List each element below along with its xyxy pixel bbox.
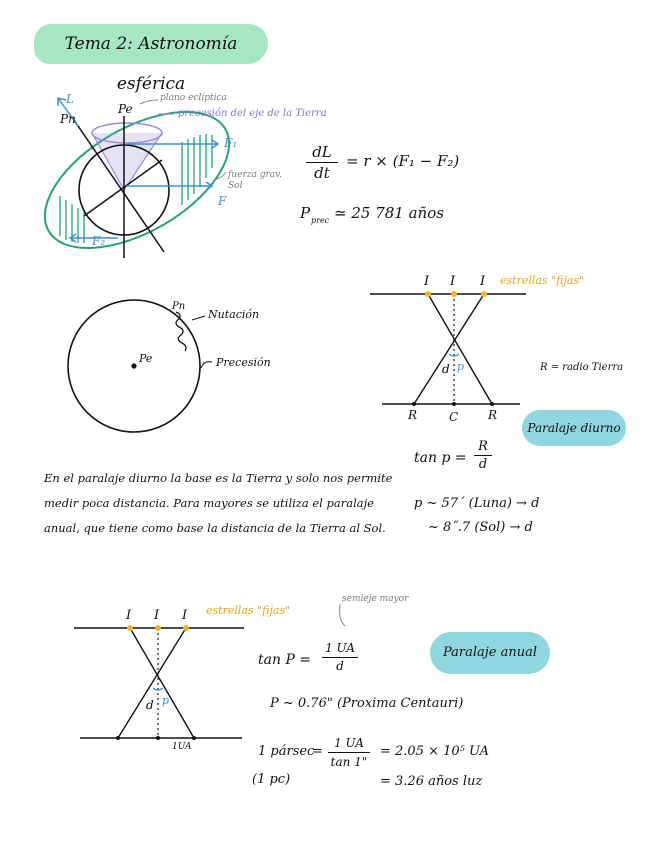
fuerza-note: fuerza grav. Sol bbox=[228, 170, 283, 191]
annual-star-I-2: I bbox=[154, 608, 160, 623]
period-sub: prec bbox=[311, 216, 330, 225]
label-R-left: R bbox=[408, 408, 418, 422]
annual-parallax-label: Paralaje anual bbox=[442, 645, 538, 660]
nutacion-label: Nutación bbox=[208, 308, 260, 321]
star-I-1: I bbox=[424, 274, 430, 289]
parsec-equals: = bbox=[312, 744, 323, 759]
stars-note-annual: estrellas "fijas" bbox=[206, 604, 291, 617]
p-sol: ~ 8˝.7 (Sol) → d bbox=[428, 520, 533, 535]
parallax-paragraph: En el paralaje diurno la base es la Tierra y solo nos permite medir poca distancia. Para mayores se utiliza el paralaje anual, que tiene como base la distancia de la Tierra al Sol. bbox=[44, 471, 393, 535]
annual-sightline-left bbox=[130, 628, 194, 738]
plano-ecliptica-note: plano eclíptica bbox=[160, 93, 227, 103]
tan-p-lhs: tan p = bbox=[414, 450, 467, 466]
parsec-lhs: 1 pársec bbox=[258, 744, 315, 759]
star-I-3: I bbox=[480, 274, 486, 289]
label-R-right: R bbox=[488, 408, 498, 422]
stars-note-diurnal: estrellas "fijas" bbox=[500, 274, 585, 287]
annual-d: d bbox=[146, 698, 154, 712]
label-Pe: Pe bbox=[118, 102, 133, 116]
diurnal-p: p bbox=[457, 360, 465, 373]
page-title: Tema 2: Astronomía esférica bbox=[64, 34, 238, 94]
parsec-ua: = 2.05 × 10⁵ UA bbox=[380, 744, 489, 759]
torque-rhs: = r × (F₁ − F₂) bbox=[346, 152, 460, 170]
parsec-den: tan 1" bbox=[330, 755, 368, 769]
precesion-note: precesión del eje de la Tierra bbox=[178, 108, 327, 119]
p-luna: p ~ 57´ (Luna) → d bbox=[414, 496, 540, 511]
annual-parallax-pill bbox=[430, 632, 550, 674]
parsec-fraction bbox=[328, 734, 370, 771]
dL-numerator: dL bbox=[306, 142, 338, 163]
precesion-label: Precesión bbox=[216, 356, 271, 369]
label-F2: F₂ bbox=[92, 234, 106, 248]
nutation-Pn: Pn bbox=[172, 301, 186, 312]
annual-star-I-3: I bbox=[182, 608, 188, 623]
p-proxima: P ~ 0.76" (Proxima Centauri) bbox=[270, 696, 464, 711]
annual-ua-label: 1UA bbox=[172, 742, 192, 752]
annual-p: p bbox=[162, 694, 170, 707]
period-P: P bbox=[300, 204, 311, 222]
semieje-note: semieje mayor bbox=[342, 594, 409, 604]
nutation-Pe: Pe bbox=[139, 352, 153, 365]
annual-star-I-1: I bbox=[126, 608, 132, 623]
tan-p-den: d bbox=[478, 457, 488, 472]
period-value: ≃ 25 781 años bbox=[334, 204, 444, 222]
semieje-arrow bbox=[340, 604, 345, 626]
label-F: F bbox=[218, 194, 227, 208]
diurnal-d: d bbox=[442, 362, 450, 376]
annual-sightline-right bbox=[118, 628, 186, 738]
annual-point-center bbox=[156, 736, 160, 740]
parsec-pc: (1 pc) bbox=[252, 772, 291, 787]
label-Pn: Pn bbox=[60, 112, 76, 126]
tan-P-lhs: tan P = bbox=[258, 652, 312, 668]
tan-P-fraction bbox=[322, 640, 358, 675]
star-I-2: I bbox=[450, 274, 456, 289]
radio-tierra-note: R = radio Tierra bbox=[540, 362, 624, 373]
parsec-num: 1 UA bbox=[328, 734, 370, 753]
diurnal-parallax-label: Paralaje diurno bbox=[527, 421, 621, 435]
tan-P-den: d bbox=[336, 659, 344, 673]
label-F1: F₁ bbox=[224, 136, 238, 150]
dt-denominator: dt bbox=[314, 164, 330, 182]
tan-p-num: R bbox=[474, 438, 492, 456]
annual-point-right bbox=[192, 736, 196, 740]
tan-P-num: 1 UA bbox=[322, 640, 358, 658]
label-L: L bbox=[66, 92, 74, 106]
parsec-ly: = 3.26 años luz bbox=[380, 774, 483, 789]
annual-point-left bbox=[116, 736, 120, 740]
label-C: C bbox=[449, 410, 459, 424]
